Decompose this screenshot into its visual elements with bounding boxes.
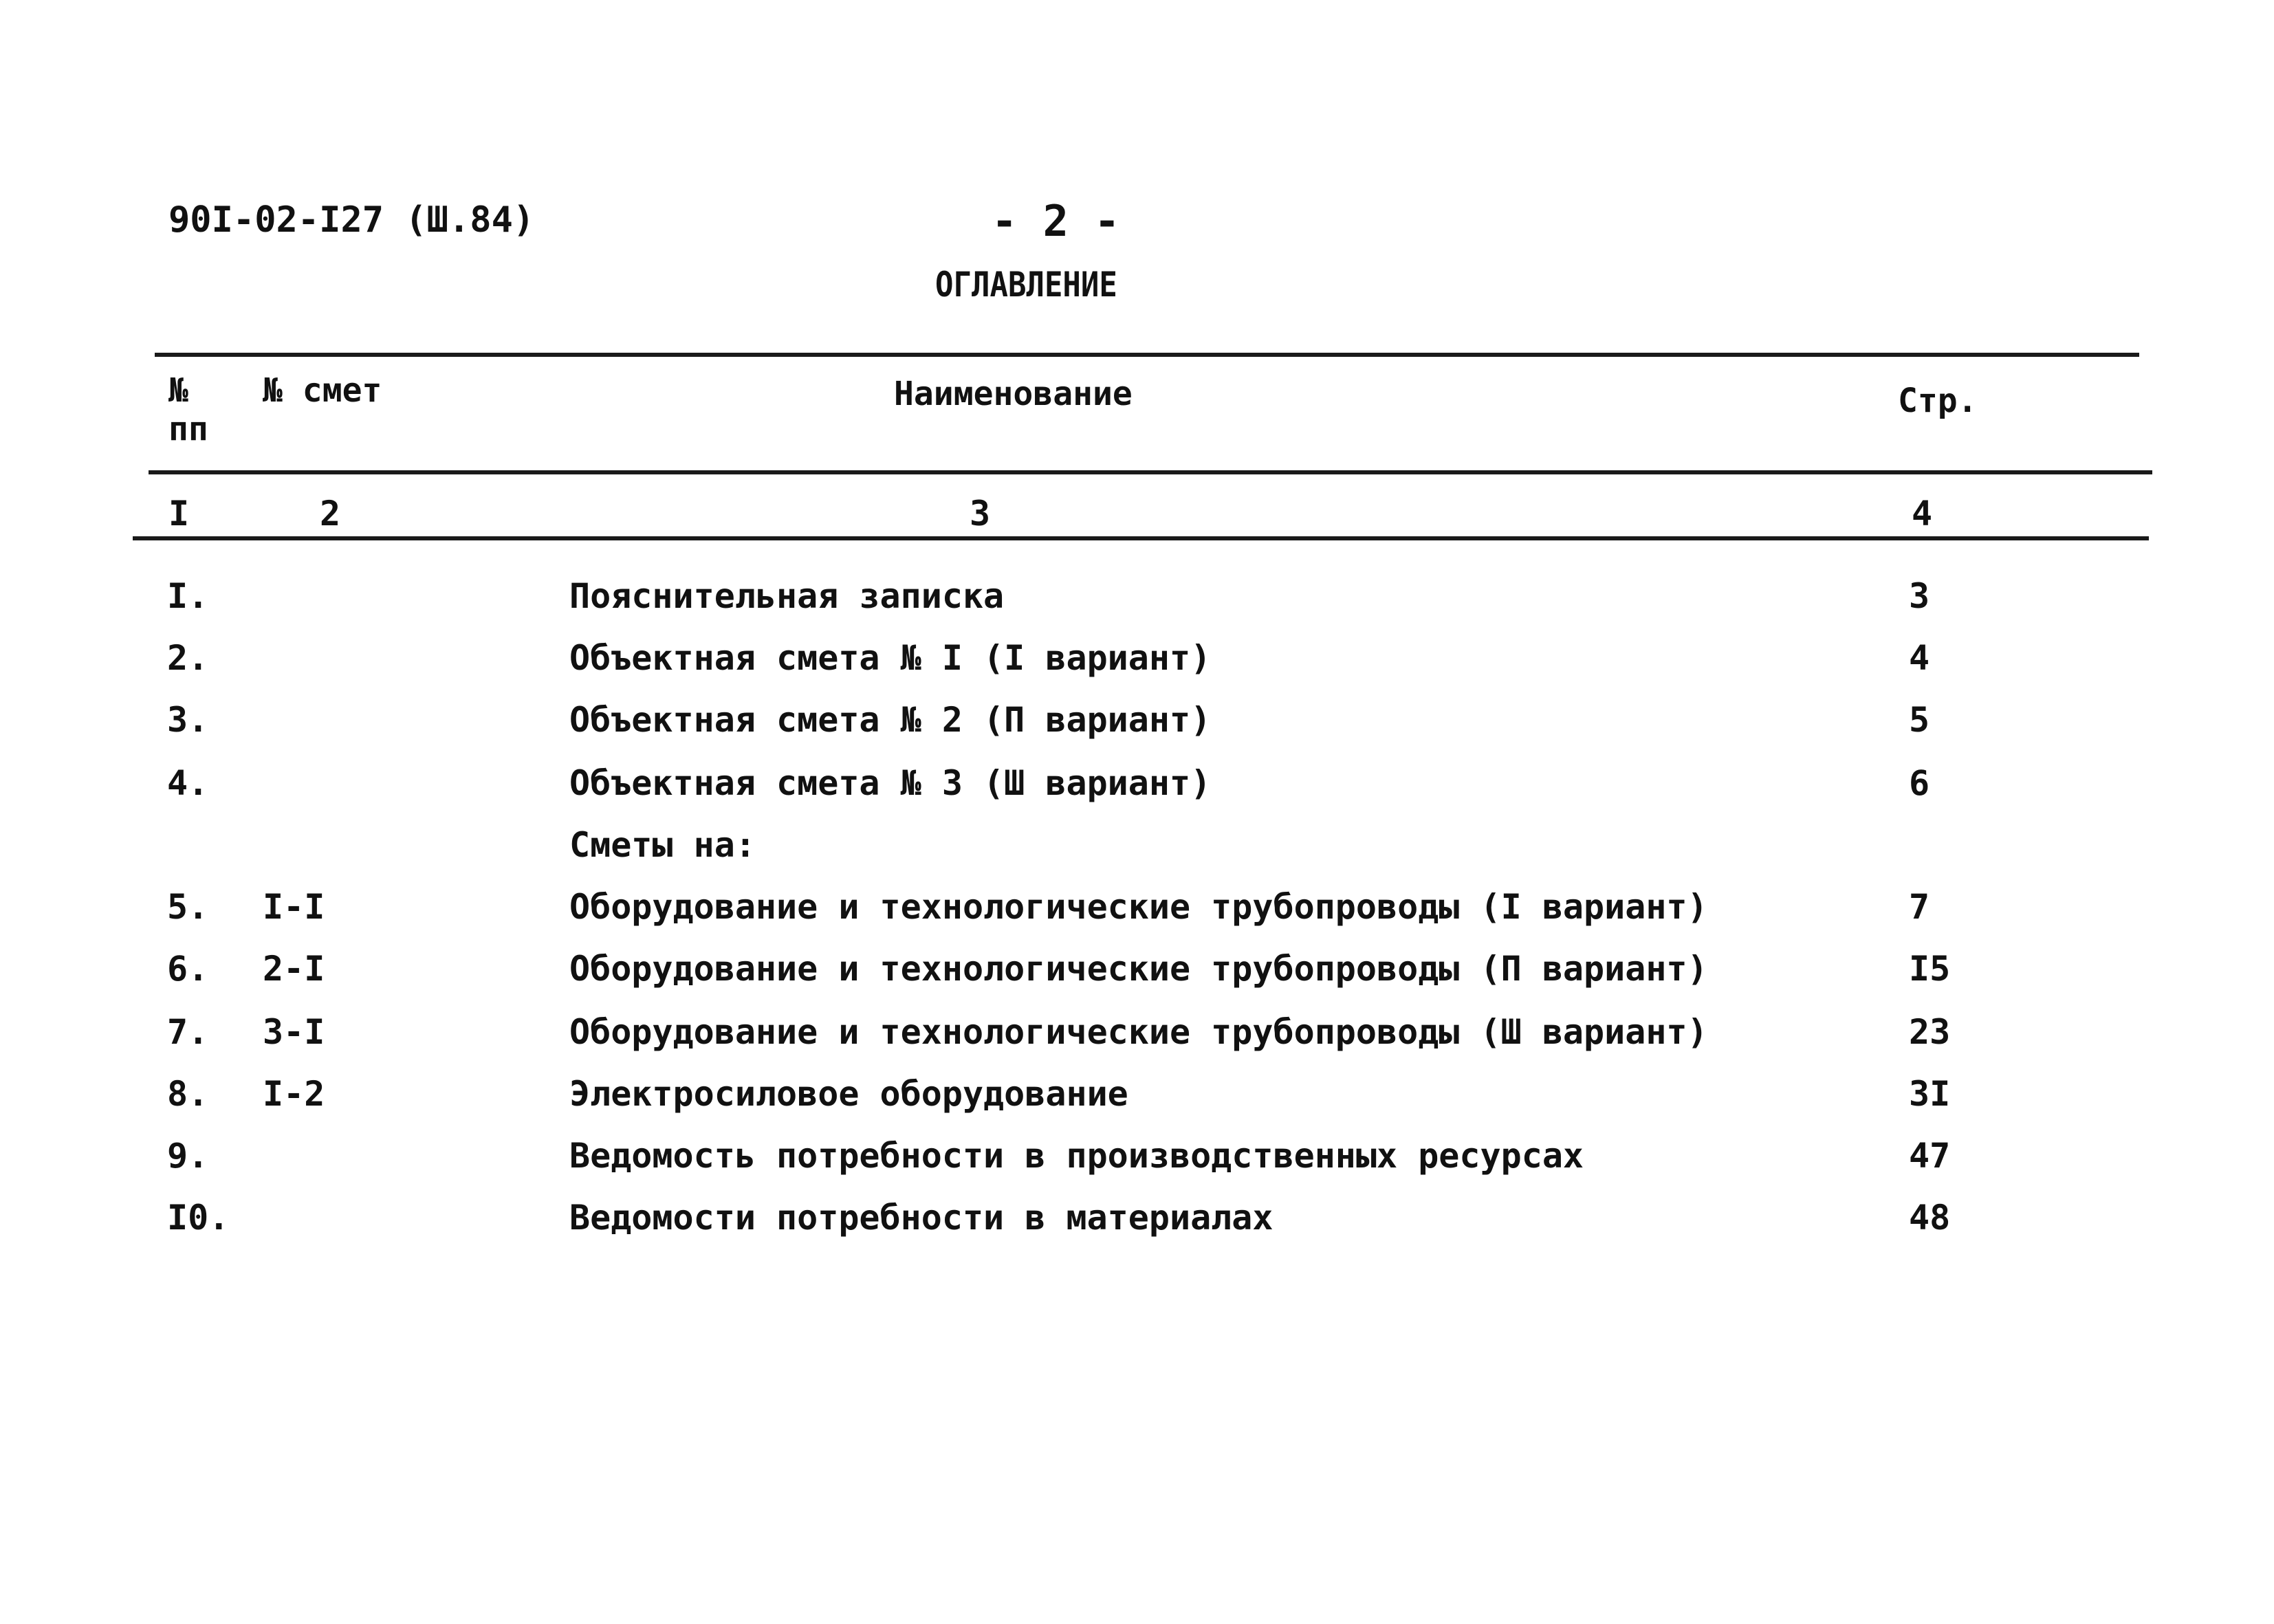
page-number: - 2 - xyxy=(992,196,1120,246)
row-number: 7. xyxy=(167,1012,209,1052)
row-number: 4. xyxy=(167,763,209,803)
table-row xyxy=(0,638,2274,701)
table-row xyxy=(0,825,2274,888)
table-row xyxy=(0,887,2274,950)
header-divider-rule xyxy=(149,470,2152,474)
table-row xyxy=(0,700,2274,763)
row-page: 48 xyxy=(1909,1198,1951,1238)
row-page: 3 xyxy=(1909,576,1930,616)
row-name: Оборудование и технологические трубопроводы (I вариант) xyxy=(569,887,1708,927)
column-header-name: Наименование xyxy=(894,375,1133,413)
page-title: ОГЛАВЛЕНИЕ xyxy=(935,265,1117,305)
table-row xyxy=(0,576,2274,639)
row-estimate: 2-I xyxy=(263,949,325,989)
row-name: Ведомость потребности в производственных ресурсах xyxy=(569,1136,1584,1176)
row-page: 4 xyxy=(1909,638,1930,678)
row-number: 6. xyxy=(167,949,209,989)
row-page: 5 xyxy=(1909,700,1930,740)
row-page: 7 xyxy=(1909,887,1930,927)
row-estimate: 3-I xyxy=(263,1012,325,1052)
row-name: Оборудование и технологические трубопроводы (П вариант) xyxy=(569,949,1708,989)
row-number: 8. xyxy=(167,1074,209,1114)
table-row xyxy=(0,1136,2274,1199)
table-row xyxy=(0,1012,2274,1075)
column-number-rule xyxy=(133,536,2149,540)
row-page: 6 xyxy=(1909,763,1930,803)
table-row xyxy=(0,1198,2274,1261)
row-name: Пояснительная записка xyxy=(569,576,1005,616)
column-number-4: 4 xyxy=(1912,494,1933,534)
column-header-estimate: № смет xyxy=(263,371,382,410)
row-name: Оборудование и технологические трубопроводы (Ш вариант) xyxy=(569,1012,1708,1052)
column-number-3: 3 xyxy=(970,494,991,534)
document-code: 90I-02-I27 (Ш.84) xyxy=(168,199,535,241)
column-header-number: № пп xyxy=(168,371,208,448)
row-page: 3I xyxy=(1909,1074,1951,1114)
row-name: Сметы на: xyxy=(569,825,756,865)
row-name: Объектная смета № I (I вариант) xyxy=(569,638,1212,678)
row-name: Объектная смета № 2 (П вариант) xyxy=(569,700,1212,740)
table-top-rule xyxy=(155,353,2139,357)
row-estimate: I-2 xyxy=(263,1074,325,1114)
table-row xyxy=(0,1074,2274,1137)
table-row xyxy=(0,763,2274,826)
row-number: 3. xyxy=(167,700,209,740)
row-page: 23 xyxy=(1909,1012,1951,1052)
row-name: Электросиловое оборудование xyxy=(569,1074,1128,1114)
row-number: I0. xyxy=(167,1198,230,1238)
row-number: 5. xyxy=(167,887,209,927)
row-number: 2. xyxy=(167,638,209,678)
row-name: Объектная смета № 3 (Ш вариант) xyxy=(569,763,1212,803)
row-name: Ведомости потребности в материалах xyxy=(569,1198,1273,1238)
column-header-page: Стр. xyxy=(1898,382,1978,420)
table-row xyxy=(0,949,2274,1012)
column-number-2: 2 xyxy=(320,494,341,534)
column-number-1: I xyxy=(168,494,190,534)
row-number: I. xyxy=(167,576,209,616)
row-number: 9. xyxy=(167,1136,209,1176)
row-estimate: I-I xyxy=(263,887,325,927)
row-page: I5 xyxy=(1909,949,1951,989)
row-page: 47 xyxy=(1909,1136,1951,1176)
